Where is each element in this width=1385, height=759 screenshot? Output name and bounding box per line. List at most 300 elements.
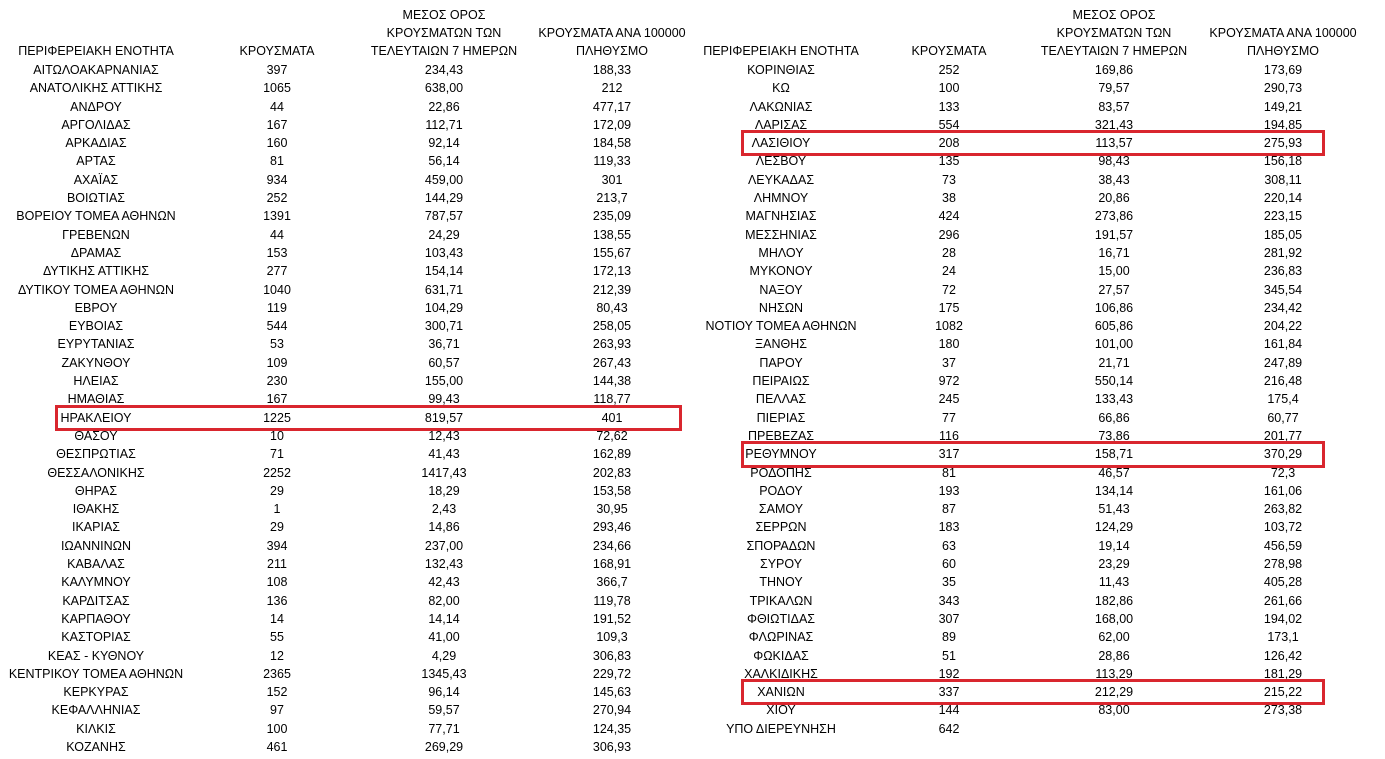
avg7-cell: 62,00 — [1098, 630, 1130, 645]
region-cell: ΠΕΛΛΑΣ — [755, 392, 807, 407]
avg7-cell: 168,00 — [1094, 611, 1134, 626]
per100k-cell: 235,09 — [592, 209, 632, 224]
per100k-cell: 185,05 — [1263, 227, 1303, 242]
cases-cell: 642 — [938, 721, 960, 736]
table-row — [0, 134, 700, 152]
per100k-cell: 229,72 — [592, 666, 632, 681]
cases-cell: 1391 — [263, 209, 291, 224]
cases-cell: 153 — [266, 245, 288, 260]
avg7-cell: 605,86 — [1094, 319, 1134, 334]
cases-cell: 35 — [942, 575, 956, 590]
per100k-cell: 172,09 — [592, 117, 632, 132]
table-row — [700, 665, 1385, 683]
region-cell: ΣΕΡΡΩΝ — [755, 520, 807, 535]
per100k-cell: 72,62 — [596, 428, 628, 443]
avg7-cell: 550,14 — [1094, 374, 1134, 389]
table-row — [700, 482, 1385, 500]
avg7-cell: 191,57 — [1094, 227, 1134, 242]
avg7-cell: 92,14 — [428, 136, 460, 151]
cases-cell: 136 — [266, 593, 288, 608]
per100k-cell: 144,38 — [592, 374, 632, 389]
region-cell: ΡΕΘΥΜΝΟΥ — [745, 447, 817, 462]
header-line: ΚΡΟΥΣΜΑΤΑ — [239, 44, 315, 58]
cases-cell: 53 — [270, 337, 284, 352]
avg7-cell: 273,86 — [1094, 209, 1134, 224]
table-row — [0, 244, 700, 262]
per100k-cell: 212,39 — [592, 282, 632, 297]
cases-cell: 208 — [938, 136, 960, 151]
cases-cell: 73 — [942, 172, 956, 187]
per100k-cell: 258,05 — [592, 319, 632, 334]
avg7-cell: 59,57 — [428, 703, 460, 718]
header-line: ΜΕΣΟΣ ΟΡΟΣ — [1072, 8, 1156, 22]
per100k-cell: 220,14 — [1263, 191, 1303, 206]
cases-cell: 252 — [938, 63, 960, 77]
region-cell: ΚΩ — [772, 81, 790, 96]
region-cell: ΤΗΝΟΥ — [759, 575, 803, 590]
avg7-cell: 234,43 — [424, 63, 464, 77]
cases-cell: 24 — [942, 264, 956, 279]
table-row — [700, 98, 1385, 116]
cases-cell: 119 — [267, 300, 287, 315]
cases-cell: 116 — [939, 428, 959, 443]
cases-cell: 1065 — [263, 81, 291, 96]
table-row — [0, 701, 700, 719]
cases-cell: 394 — [266, 538, 288, 553]
avg7-cell: 1417,43 — [421, 465, 467, 480]
per100k-cell: 456,59 — [1263, 538, 1303, 553]
table-row — [700, 409, 1385, 427]
per100k-cell: 261,66 — [1263, 593, 1303, 608]
per100k-cell: 103,72 — [1263, 520, 1303, 535]
table-body — [0, 61, 700, 756]
region-cell: ΛΑΡΙΣΑΣ — [754, 117, 808, 132]
header-per100k — [1173, 6, 1385, 60]
table-row — [700, 61, 1385, 79]
per100k-cell: 401 — [601, 410, 623, 425]
table-row — [0, 537, 700, 555]
table-row — [700, 79, 1385, 97]
per100k-cell: 370,29 — [1263, 447, 1303, 462]
region-cell: ΦΩΚΙΔΑΣ — [753, 648, 809, 663]
cases-cell: 29 — [270, 483, 284, 498]
avg7-cell: 23,29 — [1098, 557, 1130, 572]
per100k-cell: 270,94 — [592, 703, 632, 718]
table-row — [700, 610, 1385, 628]
per100k-cell: 194,85 — [1263, 117, 1303, 132]
per100k-cell: 213,7 — [596, 191, 628, 206]
avg7-cell: 41,00 — [428, 630, 460, 645]
avg7-cell: 132,43 — [424, 557, 464, 572]
avg7-cell: 106,86 — [1094, 300, 1134, 315]
table-row — [700, 299, 1385, 317]
region-cell: ΑΡΚΑΔΙΑΣ — [65, 136, 127, 151]
table-row — [0, 98, 700, 116]
cases-cell: 554 — [938, 117, 960, 132]
header-line: ΚΡΟΥΣΜΑΤΩΝ ΤΩΝ — [386, 26, 502, 40]
avg7-cell: 459,00 — [424, 172, 464, 187]
region-cell: ΔΥΤΙΚΗΣ ΑΤΤΙΚΗΣ — [43, 264, 149, 279]
region-cell: ΒΟΡΕΙΟΥ ΤΟΜΕΑ ΑΘΗΝΩΝ — [16, 209, 176, 224]
avg7-cell: 66,86 — [1098, 410, 1130, 425]
table-row — [0, 171, 700, 189]
cases-cell: 461 — [266, 739, 288, 754]
header-line: ΜΕΣΟΣ ΟΡΟΣ — [402, 8, 486, 22]
cases-cell: 343 — [938, 593, 960, 608]
table-row — [700, 152, 1385, 170]
per100k-cell: 149,21 — [1263, 99, 1303, 114]
cases-cell: 1225 — [263, 410, 291, 425]
region-cell: ΛΕΥΚΑΔΑΣ — [747, 172, 815, 187]
cases-cell: 100 — [266, 721, 288, 736]
avg7-cell: 19,14 — [1098, 538, 1130, 553]
table-row — [0, 372, 700, 390]
per100k-cell: 126,42 — [1263, 648, 1303, 663]
per100k-cell: 278,98 — [1263, 557, 1303, 572]
avg7-cell: 101,00 — [1094, 337, 1134, 352]
cases-cell: 337 — [938, 685, 960, 700]
table-row — [0, 262, 700, 280]
cases-cell: 14 — [270, 611, 284, 626]
per100k-cell: 153,58 — [592, 483, 632, 498]
avg7-cell: 212,29 — [1094, 685, 1134, 700]
table-row — [0, 647, 700, 665]
avg7-cell: 18,29 — [428, 483, 460, 498]
avg7-cell: 22,86 — [428, 99, 460, 114]
cases-cell: 108 — [266, 575, 288, 590]
per100k-cell: 216,48 — [1263, 374, 1303, 389]
avg7-cell: 4,29 — [431, 648, 457, 663]
cases-cell: 167 — [266, 392, 288, 407]
avg7-cell: 104,29 — [424, 300, 464, 315]
region-cell: ΛΗΜΝΟΥ — [753, 191, 809, 206]
table-row — [0, 317, 700, 335]
table-row — [700, 226, 1385, 244]
table-row — [700, 683, 1385, 701]
cases-cell: 193 — [938, 483, 960, 498]
table-row — [700, 464, 1385, 482]
table-row — [0, 610, 700, 628]
table-row — [700, 390, 1385, 408]
avg7-cell: 113,29 — [1095, 666, 1133, 681]
avg7-cell: 11,43 — [1098, 575, 1130, 590]
per100k-cell: 145,63 — [592, 685, 632, 700]
cases-cell: 192 — [938, 666, 960, 681]
header-line: ΚΡΟΥΣΜΑΤΑ ΑΝΑ 100000 — [538, 26, 686, 40]
cases-cell: 81 — [942, 465, 956, 480]
per100k-cell: 80,43 — [596, 300, 628, 315]
cases-cell: 245 — [938, 392, 960, 407]
avg7-cell: 12,43 — [428, 428, 460, 443]
region-cell: ΣΠΟΡΑΔΩΝ — [746, 538, 816, 553]
avg7-cell: 73,86 — [1098, 428, 1130, 443]
per100k-cell: 290,73 — [1263, 81, 1303, 96]
per100k-cell: 138,55 — [592, 227, 632, 242]
region-cell: ΘΗΡΑΣ — [74, 483, 118, 498]
table-body — [700, 61, 1385, 738]
table-row — [0, 665, 700, 683]
avg7-cell: 787,57 — [424, 209, 464, 224]
per100k-cell: 223,15 — [1263, 209, 1303, 224]
cases-cell: 55 — [270, 630, 284, 645]
avg7-cell: 20,86 — [1098, 191, 1130, 206]
table-row — [0, 500, 700, 518]
table-row — [0, 445, 700, 463]
per100k-cell: 293,46 — [592, 520, 632, 535]
avg7-cell: 133,43 — [1094, 392, 1134, 407]
table-row — [700, 281, 1385, 299]
region-cell: ΧΑΛΚΙΔΙΚΗΣ — [744, 666, 818, 681]
region-cell: ΜΗΛΟΥ — [758, 245, 804, 260]
cases-cell: 29 — [270, 520, 284, 535]
table-row — [0, 189, 700, 207]
region-cell: ΕΒΡΟΥ — [74, 300, 118, 315]
per100k-cell: 172,13 — [592, 264, 632, 279]
cases-cell: 89 — [942, 630, 956, 645]
table-row — [0, 390, 700, 408]
cases-cell: 397 — [266, 63, 288, 77]
avg7-cell: 113,57 — [1095, 136, 1133, 151]
avg7-cell: 154,14 — [424, 264, 464, 279]
cases-cell: 934 — [266, 172, 288, 187]
cases-cell: 175 — [938, 300, 960, 315]
region-cell: ΡΟΔΟΥ — [759, 483, 803, 498]
avg7-cell: 36,71 — [428, 337, 460, 352]
avg7-cell: 15,00 — [1098, 264, 1130, 279]
table-row — [700, 500, 1385, 518]
header-line: ΠΛΗΘΥΣΜΟ — [1247, 44, 1319, 58]
per100k-cell: 306,83 — [592, 648, 632, 663]
cases-cell: 133 — [938, 99, 960, 114]
region-cell: ΚΕΡΚΥΡΑΣ — [63, 685, 129, 700]
avg7-cell: 99,43 — [428, 392, 460, 407]
region-cell: ΚΑΡΠΑΘΟΥ — [61, 611, 131, 626]
table-row — [700, 647, 1385, 665]
region-cell: ΗΜΑΘΙΑΣ — [67, 392, 125, 407]
cases-cell: 307 — [938, 611, 960, 626]
avg7-cell: 38,43 — [1098, 172, 1130, 187]
avg7-cell: 124,29 — [1094, 520, 1134, 535]
per100k-cell: 161,06 — [1263, 483, 1303, 498]
avg7-cell: 82,00 — [428, 593, 460, 608]
table-row — [0, 482, 700, 500]
table-row — [0, 207, 700, 225]
cases-cell: 252 — [266, 191, 288, 206]
avg7-cell: 83,00 — [1098, 703, 1130, 718]
table-row — [700, 537, 1385, 555]
region-cell: ΝΗΣΩΝ — [758, 300, 804, 315]
region-cell: ΚΟΖΑΝΗΣ — [66, 739, 126, 754]
region-cell: ΑΙΤΩΛΟΑΚΑΡΝΑΝΙΑΣ — [33, 63, 159, 77]
cases-cell: 12 — [270, 648, 284, 663]
per100k-cell: 72,3 — [1270, 465, 1296, 480]
per100k-cell: 201,77 — [1263, 428, 1303, 443]
per100k-cell: 119,33 — [593, 154, 631, 169]
region-cell: ΚΑΡΔΙΤΣΑΣ — [62, 593, 130, 608]
region-cell: ΚΕΝΤΡΙΚΟΥ ΤΟΜΕΑ ΑΘΗΝΩΝ — [8, 666, 184, 681]
avg7-cell: 14,86 — [428, 520, 460, 535]
avg7-cell: 103,43 — [424, 245, 464, 260]
per100k-cell: 194,02 — [1263, 611, 1303, 626]
header-line: ΤΕΛΕΥΤΑΙΩΝ 7 ΗΜΕΡΩΝ — [1040, 44, 1188, 58]
table-row — [0, 299, 700, 317]
cases-cell: 972 — [938, 374, 960, 389]
table-row — [0, 464, 700, 482]
per100k-cell: 234,42 — [1263, 300, 1303, 315]
per100k-cell: 156,18 — [1263, 154, 1303, 169]
avg7-cell: 14,14 — [428, 611, 460, 626]
per100k-cell: 236,83 — [1263, 264, 1303, 279]
table-row — [0, 79, 700, 97]
region-cell: ΥΠΟ ΔΙΕΡΕΥΝΗΣΗ — [726, 721, 836, 736]
region-cell: ΔΡΑΜΑΣ — [70, 245, 122, 260]
region-cell: ΜΕΣΣΗΝΙΑΣ — [745, 227, 817, 242]
avg7-cell: 27,57 — [1098, 282, 1130, 297]
per100k-cell: 405,28 — [1263, 575, 1303, 590]
cases-cell: 135 — [938, 154, 960, 169]
avg7-cell: 631,71 — [424, 282, 464, 297]
region-cell: ΘΕΣΠΡΩΤΙΑΣ — [56, 447, 136, 462]
table-row — [0, 427, 700, 445]
cases-cell: 180 — [938, 337, 960, 352]
region-cell: ΣΑΜΟΥ — [758, 502, 804, 517]
region-cell: ΛΑΚΩΝΙΑΣ — [749, 99, 813, 114]
avg7-cell: 155,00 — [424, 374, 464, 389]
region-cell: ΛΑΣΙΘΙΟΥ — [751, 136, 811, 151]
per100k-cell: 202,83 — [592, 465, 632, 480]
avg7-cell: 98,43 — [1098, 154, 1130, 169]
table-row — [700, 555, 1385, 573]
cases-cell: 81 — [270, 154, 284, 169]
table-row — [0, 592, 700, 610]
cases-cell: 1082 — [935, 319, 963, 334]
cases-cell: 72 — [942, 282, 956, 297]
region-cell: ΜΥΚΟΝΟΥ — [749, 264, 813, 279]
table-row — [700, 317, 1385, 335]
cases-cell: 2365 — [263, 666, 291, 681]
cases-cell: 211 — [267, 557, 287, 572]
cases-cell: 63 — [942, 538, 956, 553]
header-line: ΠΕΡΙΦΕΡΕΙΑΚΗ ΕΝΟΤΗΤΑ — [703, 44, 859, 58]
cases-cell: 277 — [266, 264, 288, 279]
region-cell: ΦΘΙΩΤΙΔΑΣ — [746, 611, 816, 626]
avg7-cell: 169,86 — [1094, 63, 1134, 77]
cases-cell: 97 — [270, 703, 284, 718]
cases-cell: 44 — [270, 99, 284, 114]
per100k-cell: 301 — [601, 172, 623, 187]
region-cell: ΗΛΕΙΑΣ — [73, 374, 119, 389]
region-cell: ΑΡΓΟΛΙΔΑΣ — [61, 117, 131, 132]
per100k-cell: 118,77 — [593, 392, 631, 407]
table-row — [0, 335, 700, 353]
per100k-cell: 109,3 — [596, 630, 628, 645]
header-line: ΠΕΡΙΦΕΡΕΙΑΚΗ ΕΝΟΤΗΤΑ — [18, 44, 174, 58]
avg7-cell: 638,00 — [424, 81, 464, 96]
per100k-cell: 477,17 — [592, 99, 632, 114]
table-row — [0, 354, 700, 372]
avg7-cell: 269,29 — [424, 739, 464, 754]
region-cell: ΘΕΣΣΑΛΟΝΙΚΗΣ — [47, 465, 145, 480]
per100k-cell: 204,22 — [1263, 319, 1303, 334]
region-cell: ΠΙΕΡΙΑΣ — [756, 410, 806, 425]
header-line: ΚΡΟΥΣΜΑΤΑ — [911, 44, 987, 58]
per100k-cell: 155,67 — [592, 245, 632, 260]
avg7-cell: 41,43 — [428, 447, 460, 462]
per100k-cell: 306,93 — [592, 739, 632, 754]
cases-cell: 317 — [938, 447, 960, 462]
avg7-cell: 237,00 — [424, 538, 464, 553]
header-line: ΠΛΗΘΥΣΜΟ — [576, 44, 648, 58]
per100k-cell: 275,93 — [1263, 136, 1303, 151]
per100k-cell: 234,66 — [592, 538, 632, 553]
avg7-cell: 60,57 — [428, 355, 460, 370]
table-row — [0, 720, 700, 738]
region-cell: ΚΑΒΑΛΑΣ — [67, 557, 125, 572]
per100k-cell: 263,82 — [1263, 502, 1303, 517]
region-cell: ΚΟΡΙΝΘΙΑΣ — [747, 63, 815, 77]
table-row — [700, 116, 1385, 134]
avg7-cell: 42,43 — [428, 575, 460, 590]
table-row — [0, 683, 700, 701]
region-cell: ΠΡΕΒΕΖΑΣ — [747, 428, 815, 443]
table-row — [700, 592, 1385, 610]
table-row — [700, 372, 1385, 390]
region-cell: ΦΛΩΡΙΝΑΣ — [748, 630, 814, 645]
table-row — [700, 427, 1385, 445]
table-row — [0, 628, 700, 646]
region-cell: ΒΟΙΩΤΙΑΣ — [66, 191, 126, 206]
cases-cell: 160 — [266, 136, 288, 151]
table-row — [0, 555, 700, 573]
avg7-cell: 96,14 — [428, 685, 460, 700]
avg7-cell: 24,29 — [428, 227, 460, 242]
table-row — [700, 244, 1385, 262]
table-row — [700, 134, 1385, 152]
per100k-cell: 281,92 — [1263, 245, 1303, 260]
table-row — [700, 445, 1385, 463]
avg7-cell: 112,71 — [425, 117, 463, 132]
region-cell: ΚΕΑΣ - ΚΥΘΝΟΥ — [47, 648, 145, 663]
table-row — [0, 61, 700, 79]
region-cell: ΔΥΤΙΚΟΥ ΤΟΜΕΑ ΑΘΗΝΩΝ — [17, 282, 175, 297]
region-cell: ΚΙΛΚΙΣ — [76, 721, 116, 736]
per100k-cell: 263,93 — [592, 337, 632, 352]
per100k-cell: 267,43 — [592, 355, 632, 370]
per100k-cell: 161,84 — [1263, 337, 1303, 352]
cases-cell: 38 — [942, 191, 956, 206]
table-row — [0, 409, 700, 427]
per100k-cell: 345,54 — [1263, 282, 1303, 297]
avg7-cell: 1345,43 — [421, 666, 467, 681]
avg7-cell: 16,71 — [1098, 245, 1130, 260]
cases-cell: 296 — [938, 227, 960, 242]
table-row — [700, 628, 1385, 646]
header-line: ΤΕΛΕΥΤΑΙΩΝ 7 ΗΜΕΡΩΝ — [370, 44, 518, 58]
per100k-cell: 119,78 — [593, 593, 631, 608]
cases-cell: 60 — [942, 557, 956, 572]
avg7-cell: 300,71 — [424, 319, 464, 334]
avg7-cell: 819,57 — [424, 410, 464, 425]
avg7-cell: 2,43 — [431, 502, 457, 517]
cases-cell: 424 — [938, 209, 960, 224]
avg7-cell: 28,86 — [1098, 648, 1130, 663]
avg7-cell: 144,29 — [424, 191, 464, 206]
per100k-cell: 60,77 — [1267, 410, 1299, 425]
region-cell: ΠΕΙΡΑΙΩΣ — [752, 374, 810, 389]
cases-cell: 87 — [942, 502, 956, 517]
per100k-cell: 273,38 — [1263, 703, 1303, 718]
table-row — [700, 518, 1385, 536]
